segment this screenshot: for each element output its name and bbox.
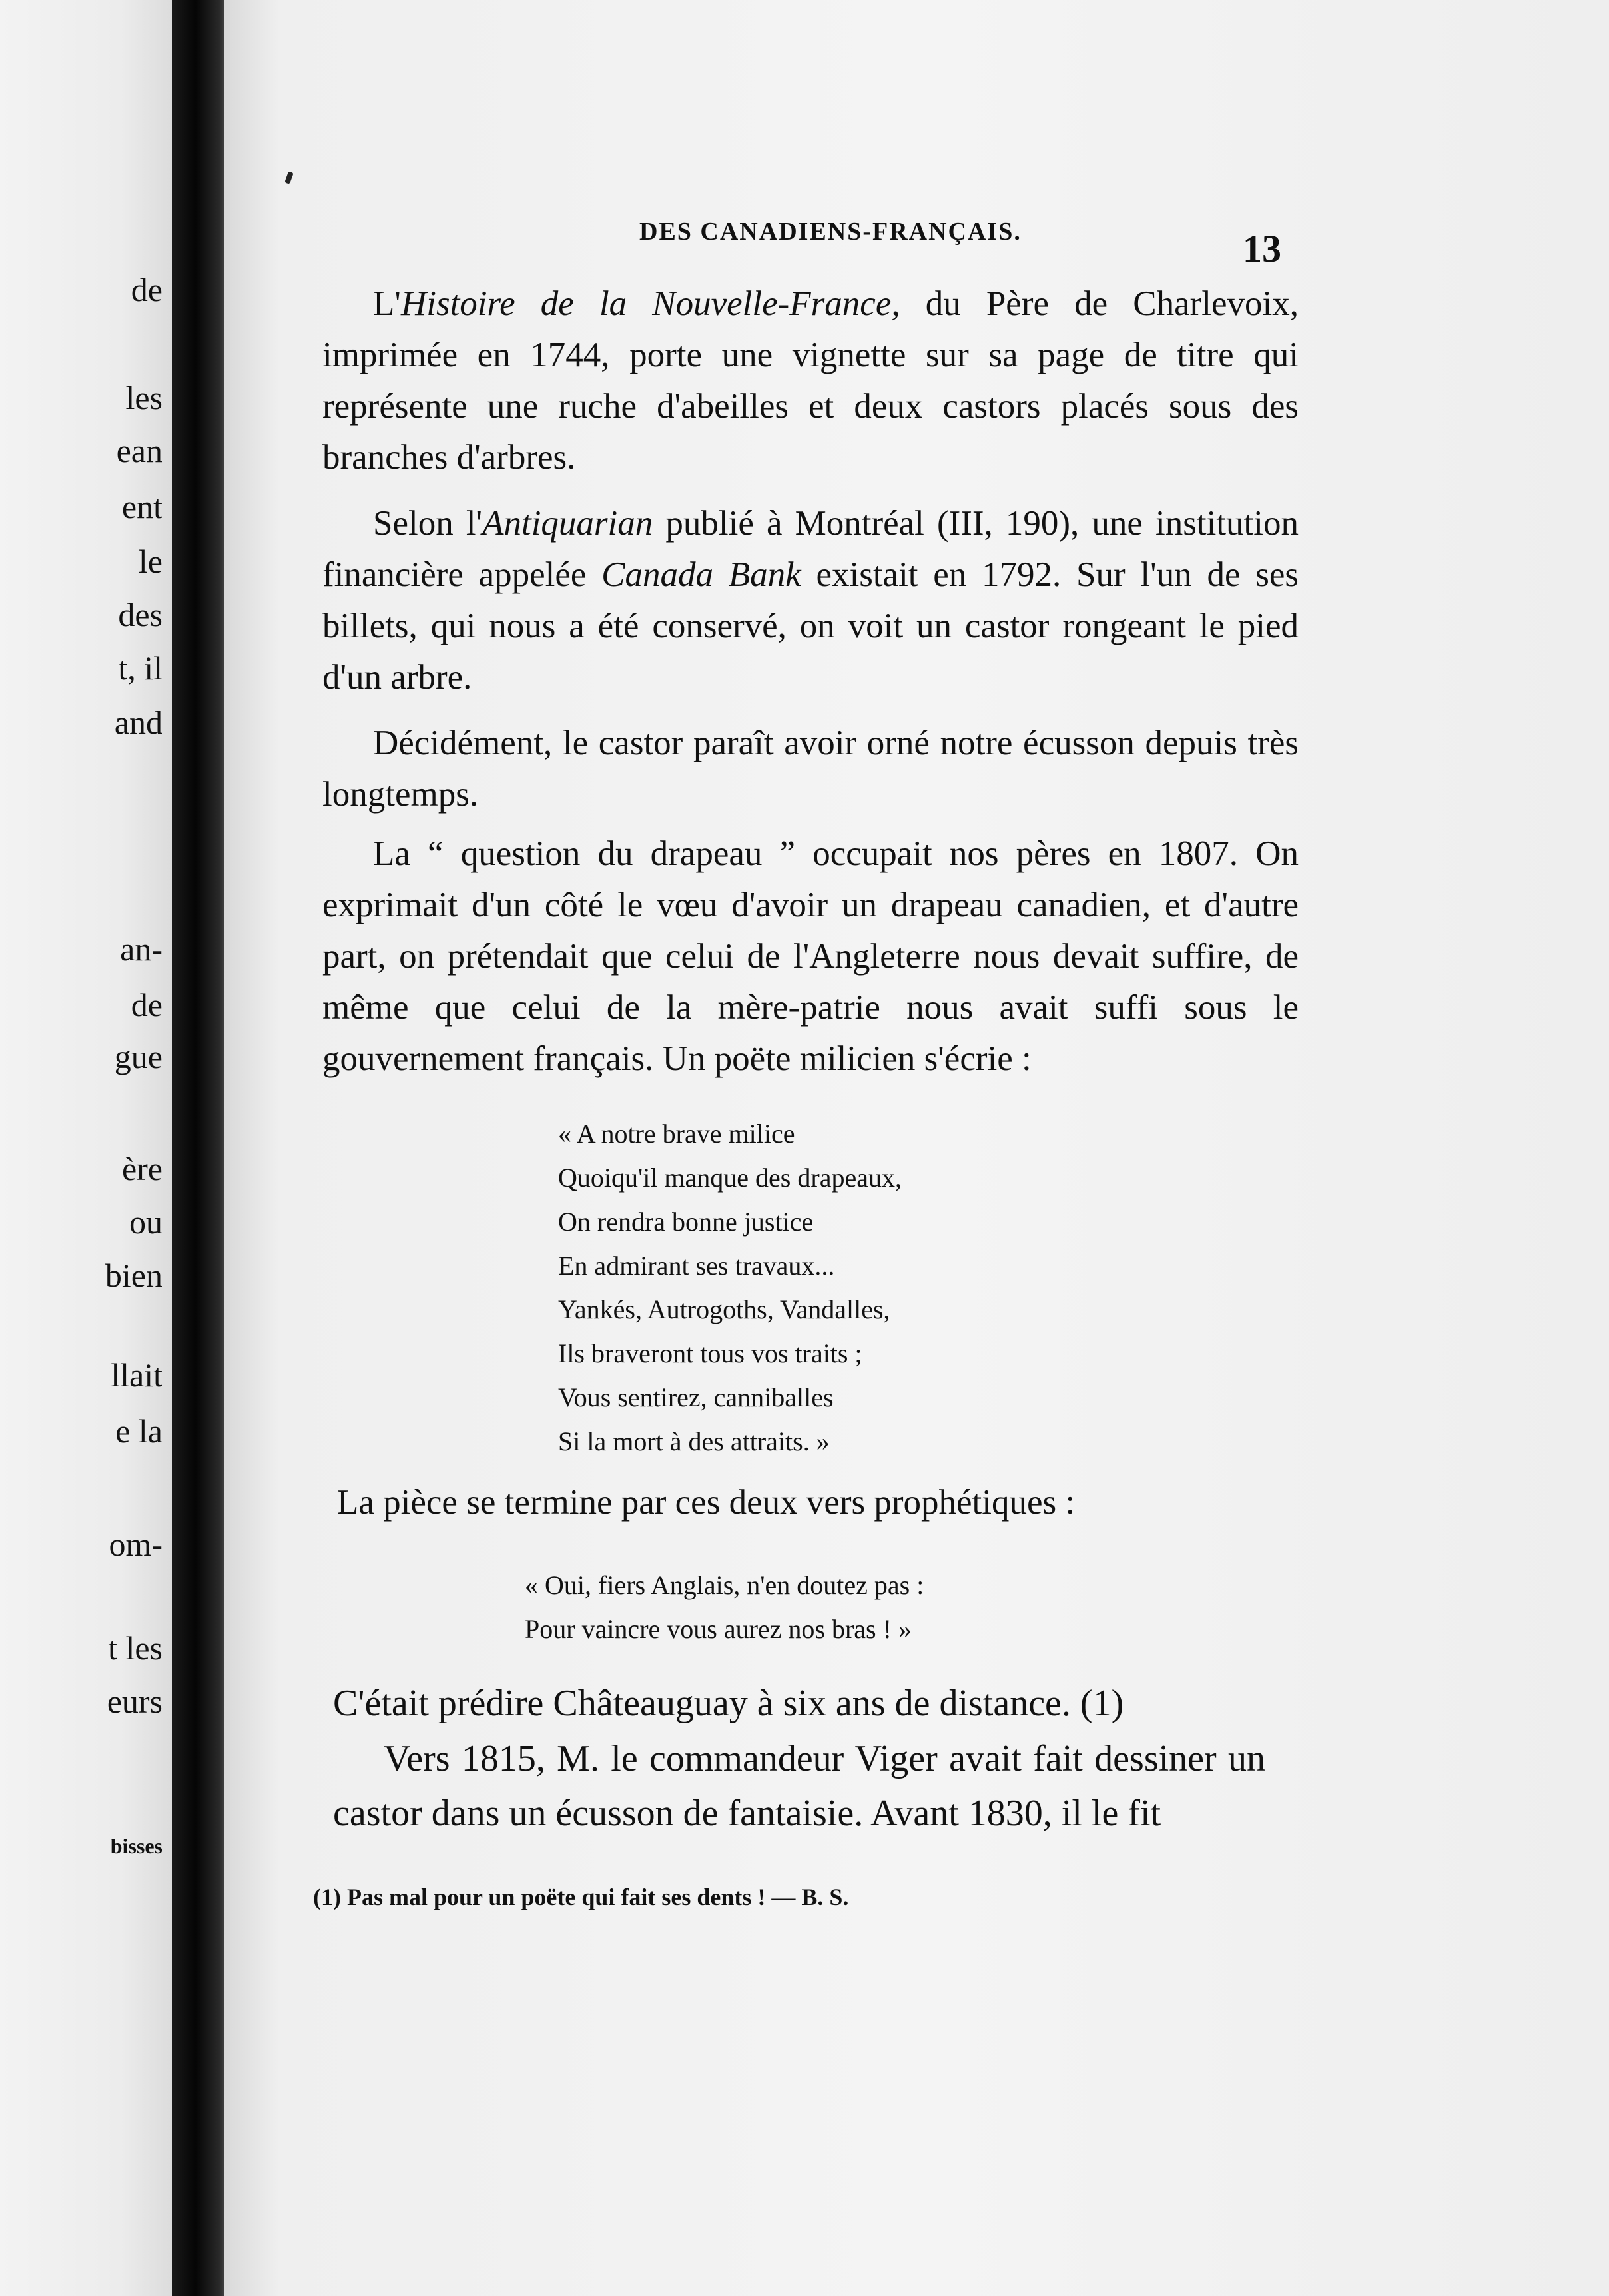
book-gutter <box>172 0 232 2296</box>
footnote: (1) Pas mal pour un poëte qui fait ses dents ! — B. S. <box>313 1884 849 1910</box>
poem-line: Vous sentirez, canniballes <box>558 1382 834 1412</box>
paragraph-2-italic-2: Canada Bank <box>601 555 801 594</box>
prev-page-fragment: t les <box>108 1629 162 1667</box>
prev-page-fragment: de <box>131 986 162 1023</box>
paragraph-3: Décidément, le castor paraît avoir orné notre écusson depuis très longtemps. <box>322 724 1299 814</box>
paragraph-1-lead: L' <box>373 284 401 323</box>
paragraph-4: La “ question du drapeau ” occupait nos pères en 1807. On exprimait d'un côté le vœu d'avoir un drapeau canadien, et d'autre part, on prétendait que celui de l'Angleterre nous devait suffire, de même que celui de la mère-patrie nous avait suffi sous le gouvernement français. Un poëte milicien s'écrie : <box>322 834 1299 1078</box>
paragraph-1-italic: Histoire de la Nouvelle-France, <box>400 284 900 323</box>
prev-page-fragment: bien <box>105 1257 162 1294</box>
prev-page-fragment: an- <box>120 930 162 968</box>
paragraph-2-mid: publié à Montréal (III, 190), une institution financière appelée <box>322 504 1299 594</box>
prev-page-fragment: and <box>114 704 162 741</box>
prev-page-fragment: bisses <box>110 1834 162 1858</box>
prev-page-fragment: ean <box>116 432 162 469</box>
paragraph-7: Vers 1815, M. le commandeur Viger avait fait dessiner un castor dans un écusson de fantaisie. Avant 1830, il le fit <box>333 1738 1265 1834</box>
running-header: DES CANADIENS-FRANÇAIS. <box>639 218 1022 246</box>
prev-page-fragment: ent <box>121 488 162 525</box>
prev-page-fragment: de <box>131 271 162 308</box>
paragraph-2-rest: existait en 1792. Sur l'un de ses billets, qui nous a été conservé, on voit un castor rongeant le pied d'un arbre. <box>322 555 1299 697</box>
paragraph-2-lead: Selon l' <box>373 504 483 543</box>
prev-page-fragment: t, il <box>118 649 162 687</box>
page-number: 13 <box>1243 227 1281 270</box>
poem-line: Yankés, Autrogoths, Vandalles, <box>558 1294 890 1324</box>
previous-page-edge <box>0 0 172 2296</box>
poem-line: « A notre brave milice <box>558 1119 795 1149</box>
prev-page-fragment: ou <box>129 1203 162 1241</box>
poem-line: En admirant ses travaux... <box>558 1251 835 1281</box>
poem-line: On rendra bonne justice <box>558 1207 814 1237</box>
prev-page-fragment: des <box>118 596 162 633</box>
prev-page-fragment: le <box>138 543 162 580</box>
prev-page-fragment: eurs <box>107 1683 162 1720</box>
prev-page-fragment: llait <box>111 1356 162 1394</box>
paragraph-2-italic-1: Antiquarian <box>482 504 653 543</box>
paragraph-1 <box>322 278 1299 483</box>
poem-1 <box>558 1112 902 1464</box>
poem-line: Pour vaincre vous aurez nos bras ! » <box>525 1614 912 1644</box>
prev-page-fragment: les <box>125 379 162 416</box>
paragraph-6: C'était prédire Châteauguay à six ans de distance. (1) <box>333 1683 1124 1724</box>
prev-page-fragment: om- <box>109 1526 162 1563</box>
poem-line: Si la mort à des attraits. » <box>558 1426 830 1456</box>
prev-page-fragment: e la <box>115 1412 162 1450</box>
paragraph-2 <box>322 498 1299 703</box>
prev-page-fragment: ère <box>121 1150 162 1187</box>
paragraph-5: La pièce se termine par ces deux vers prophétiques : <box>337 1483 1076 1522</box>
poem-line: Ils braveront tous vos traits ; <box>558 1338 862 1368</box>
poem-line: Quoiqu'il manque des drapeaux, <box>558 1163 902 1193</box>
poem-line: « Oui, fiers Anglais, n'en doutez pas : <box>525 1570 924 1600</box>
paragraph-1-rest: du Père de Charlevoix, imprimée en 1744, porte une vignette sur sa page de titre qui représente une ruche d'abeilles et deux castors placés sous des branches d'arbres. <box>322 284 1299 477</box>
prev-page-fragment: gue <box>114 1038 162 1075</box>
poem-2 <box>525 1564 924 1651</box>
